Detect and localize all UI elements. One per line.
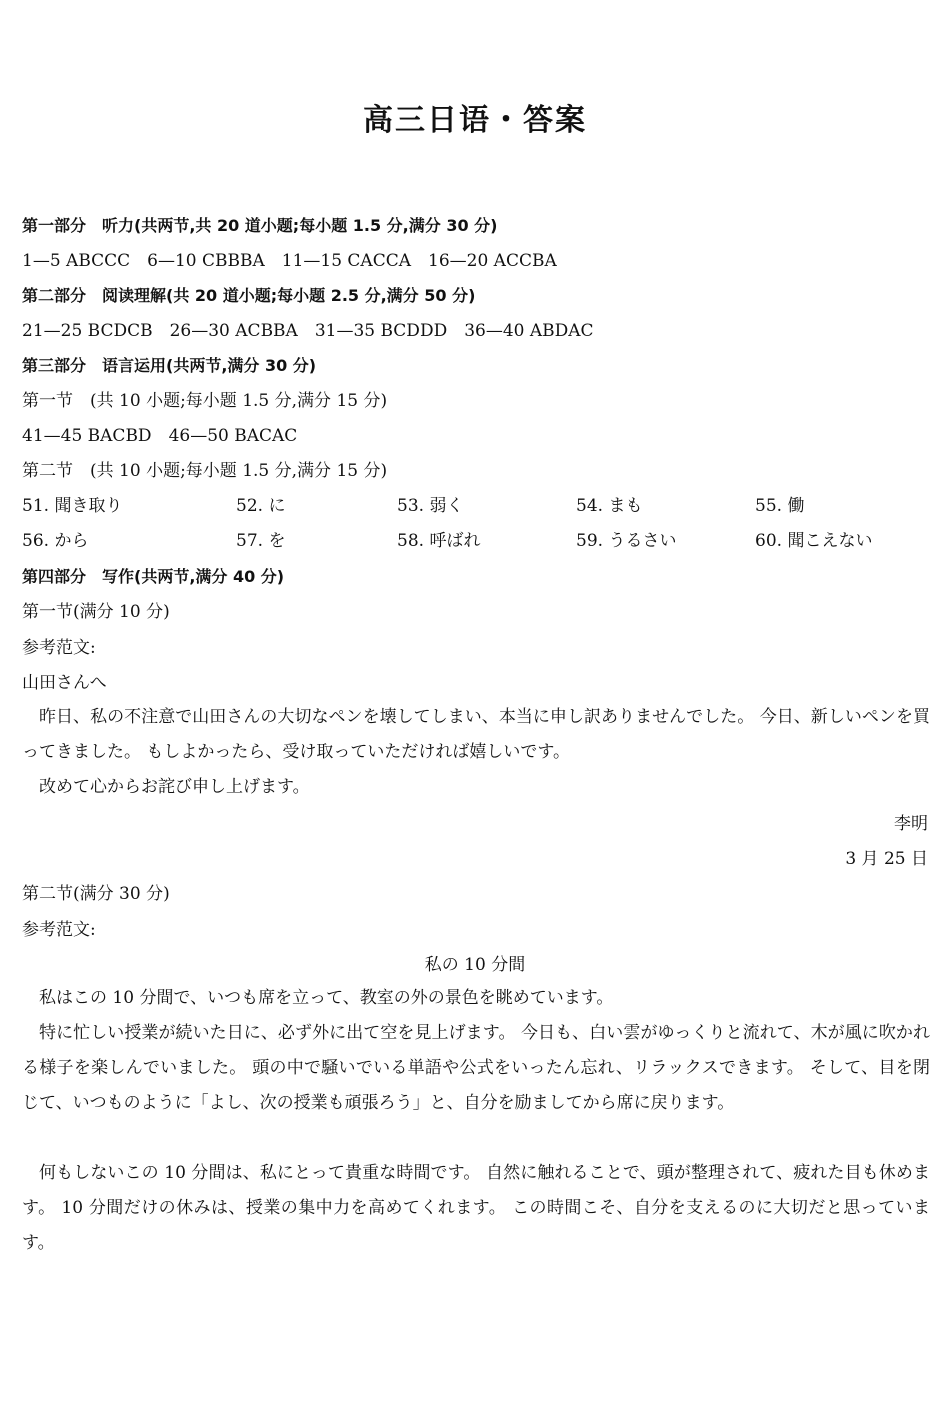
fill-answer-57: 57. を — [236, 531, 286, 551]
essay-paragraph-1: 私はこの 10 分間で、いつも席を立って、教室の外の景色を眺めています。 — [39, 988, 614, 1008]
part2-heading: 第二部分 阅读理解(共 20 道小题;每小题 2.5 分,满分 50 分) — [22, 286, 476, 305]
fill-answer-59: 59. うるさい — [576, 531, 677, 551]
part3-section2-heading: 第二节 (共 10 小题;每小题 1.5 分,满分 15 分) — [22, 461, 388, 481]
part3-section1-answers: 41—45 BACBD 46—50 BACAC — [22, 426, 298, 446]
fill-answer-55: 55. 働 — [755, 496, 805, 516]
fill-answer-51: 51. 聞き取り — [22, 496, 123, 516]
part1-answers: 1—5 ABCCC 6—10 CBBBA 11—15 CACCA 16—20 ACCBA — [22, 251, 557, 271]
part4-section2-heading: 第二节(满分 30 分) — [22, 884, 170, 904]
letter-signature: 李明 — [894, 814, 928, 834]
essay-title: 私の 10 分間 — [424, 955, 526, 975]
page-title: 高三日语・答案 — [363, 103, 587, 138]
fill-answer-58: 58. 呼ばれ — [397, 531, 481, 551]
fill-answer-53: 53. 弱く — [397, 496, 464, 516]
essay-paragraph-2: 特に忙しい授業が続いた日に、必ず外に出て空を見上げます。 今日も、白い雲がゆっくりと流れて、木が風に吹かれる様子を楽しんでいました。 頭の中で騒いでいる単語や公式をいったん忘れ、リラックスできます。 そして、目を閉じて、いつものように「よし、次の授業も頑張ろう」と、自分を励ましてから席に戻ります。 — [22, 1023, 931, 1113]
part1-heading: 第一部分 听力(共两节,共 20 道小题;每小题 1.5 分,满分 30 分) — [22, 216, 498, 235]
letter-paragraph-2: 改めて心からお詫び申し上げます。 — [39, 777, 310, 797]
part3-heading: 第三部分 语言运用(共两节,满分 30 分) — [22, 356, 317, 375]
essay-paragraph-3: 何もしないこの 10 分間は、私にとって貴重な時間です。 自然に触れることで、頭が整理されて、疲れた目も休めます。 10 分間だけの休みは、授業の集中力を高めてくれます。 この時間こそ、自分を支えるのに大切だと思っています。 — [22, 1163, 930, 1253]
fill-answer-54: 54. まも — [576, 496, 643, 516]
part3-section1-heading: 第一节 (共 10 小题;每小题 1.5 分,满分 15 分) — [22, 391, 388, 411]
fill-answer-56: 56. から — [22, 531, 89, 551]
fill-answer-52: 52. に — [236, 496, 286, 516]
part4-section1-heading: 第一节(满分 10 分) — [22, 602, 170, 622]
letter-paragraph-1: 昨日、私の不注意で山田さんの大切なペンを壊してしまい、本当に申し訳ありませんでした。 今日、新しいペンを買ってきました。 もしよかったら、受け取っていただければ嬉しいです。 — [22, 707, 930, 762]
sample-label-2: 参考范文: — [22, 920, 96, 940]
fill-answer-60: 60. 聞こえない — [755, 531, 873, 551]
letter-greeting: 山田さんへ — [22, 673, 107, 693]
letter-date: 3 月 25 日 — [845, 849, 928, 869]
sample-label: 参考范文: — [22, 638, 96, 658]
part2-answers: 21—25 BCDCB 26—30 ACBBA 31—35 BCDDD 36—40 ABDAC — [22, 321, 594, 341]
part4-heading: 第四部分 写作(共两节,满分 40 分) — [22, 567, 285, 586]
